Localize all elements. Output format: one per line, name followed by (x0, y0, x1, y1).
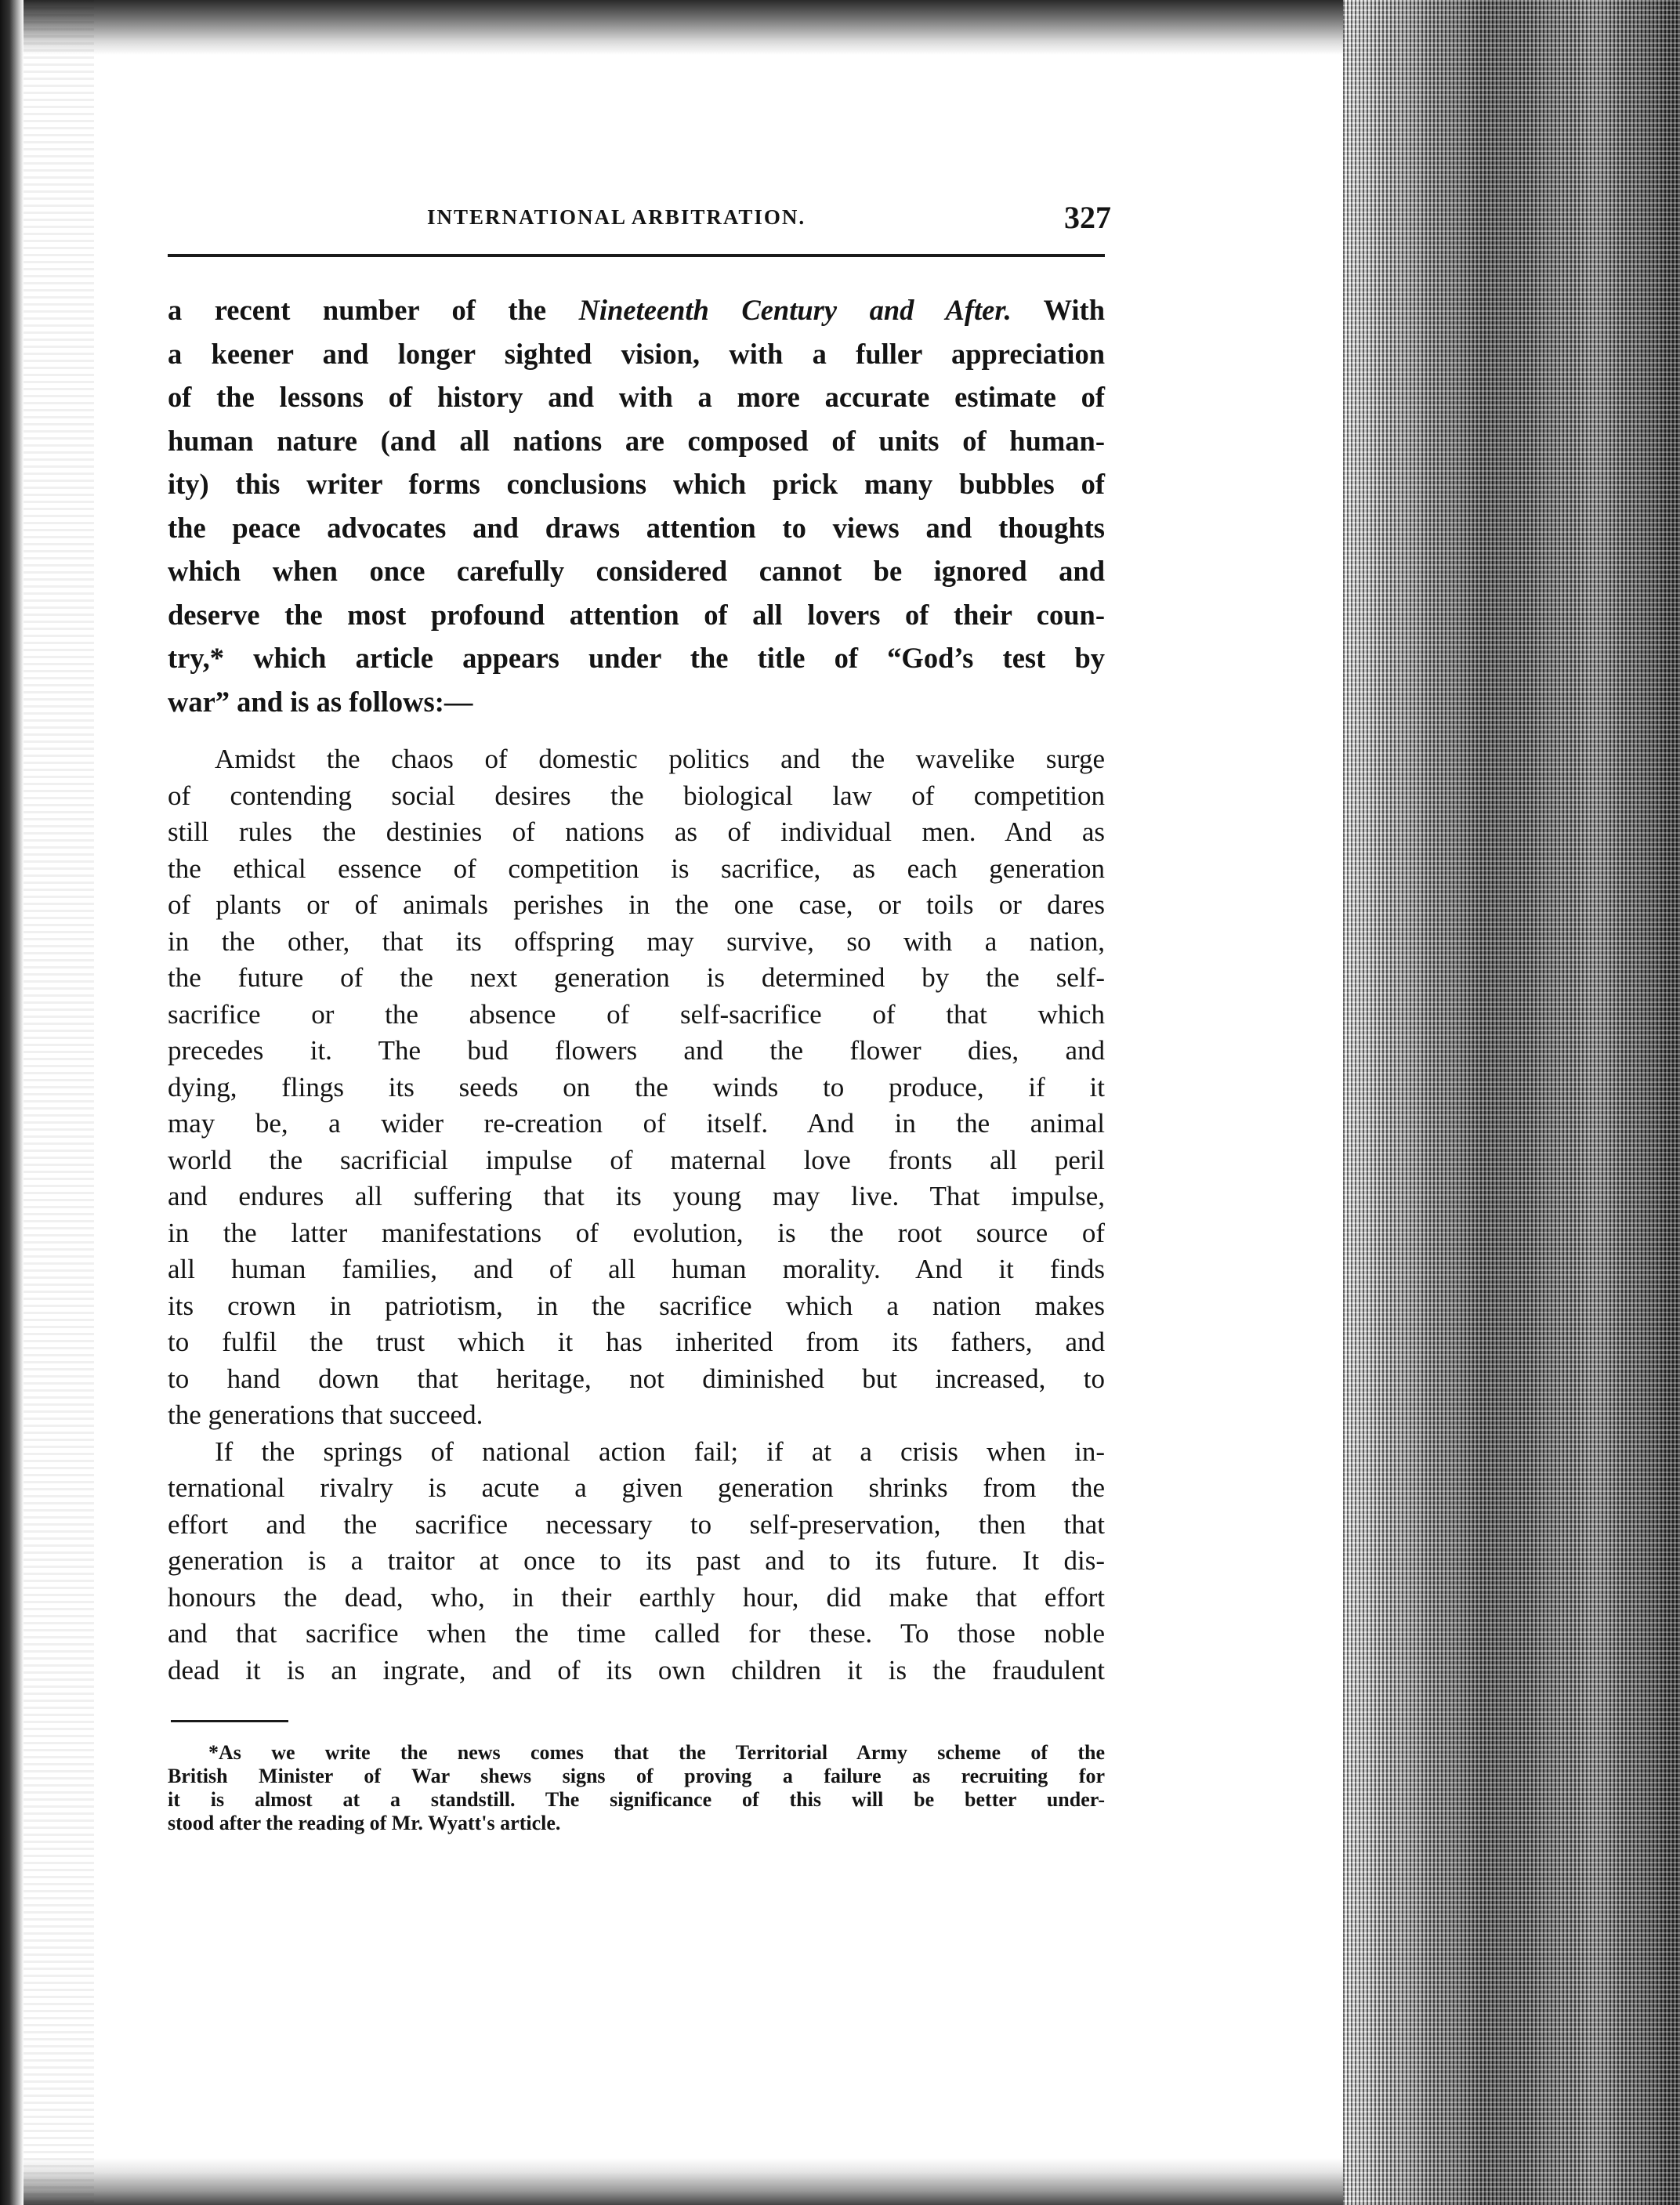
quote-line: ternational rivalry is acute a given generation shrinks from the (168, 1472, 1105, 1503)
intro-line: human nature (and all nations are composed of units of human- (168, 424, 1105, 457)
intro-line: a keener and longer sighted vision, with a fuller appreciation (168, 337, 1105, 370)
intro-line: war” and is as follows:— (168, 685, 473, 718)
footnote-line: British Minister of War shews signs of proving a failure as recruiting for (168, 1765, 1105, 1787)
footnote (168, 1741, 1105, 1835)
quote-line: its crown in patriotism, in the sacrifice which a nation makes (168, 1290, 1105, 1321)
intro-line: the peace advocates and draws attention to views and thoughts (168, 511, 1105, 544)
quote-line: the future of the next generation is determined by the self- (168, 962, 1105, 993)
quoted-article (168, 741, 1105, 1689)
intro-line: deserve the most profound attention of all lovers of their coun- (168, 598, 1105, 631)
book-fore-edge-texture (1343, 0, 1680, 2205)
quote-line: generation is a traitor at once to its past and to its future. It dis- (168, 1545, 1105, 1576)
footnote-line: *As we write the news comes that the Territorial Army scheme of the (208, 1741, 1105, 1764)
quote-line: may be, a wider re-creation of itself. And in the animal (168, 1108, 1105, 1139)
book-page (165, 196, 1111, 1834)
intro-line: ity) this writer forms conclusions which prick many bubbles of (168, 468, 1105, 500)
intro-line: try,* which article appears under the title of “God’s test by (168, 642, 1105, 674)
quote-line: precedes it. The bud flowers and the flower dies, and (168, 1035, 1105, 1066)
quote-line: to hand down that heritage, not diminished but increased, to (168, 1363, 1105, 1394)
scan-border-bottom (0, 2158, 1371, 2205)
quote-line: If the springs of national action fail; if at a crisis when in- (215, 1436, 1105, 1467)
intro-line: a recent number of the Nineteenth Century and After. With (168, 294, 1106, 326)
quote-line: world the sacrificial impulse of maternal love fronts all peril (168, 1144, 1105, 1175)
quote-line: of plants or of animals perishes in the one case, or toils or dares (168, 889, 1105, 920)
quote-line: dead it is an ingrate, and of its own children it is the fraudulent (168, 1654, 1105, 1685)
intro-line: of the lessons of history and with a more accurate estimate of (168, 381, 1105, 413)
page-number: 327 (1064, 200, 1111, 235)
footnote-rule (171, 1720, 288, 1722)
publication-title: Nineteenth Century and After. (578, 294, 1012, 326)
quote-line: and endures all suffering that its young may live. That impulse, (168, 1181, 1105, 1211)
quote-line: sacrifice or the absence of self-sacrifice of that which (168, 998, 1105, 1030)
quote-line: Amidst the chaos of domestic politics and the wavelike surge (215, 744, 1105, 774)
running-head-title: INTERNATIONAL ARBITRATION. (427, 205, 806, 229)
quote-line: of contending social desires the biological law of competition (168, 780, 1105, 811)
quote-line: in the other, that its offspring may survive, so with a nation, (168, 925, 1105, 957)
quote-line: dying, flings its seeds on the winds to produce, if it (168, 1071, 1105, 1102)
quote-line: the ethical essence of competition is sacrifice, as each generation (168, 853, 1105, 884)
footnote-line: it is almost at a standstill. The significance of this will be better under- (168, 1788, 1105, 1811)
header-rule (168, 254, 1105, 257)
quote-line: and that sacrifice when the time called for these. To those noble (168, 1618, 1105, 1649)
quote-line: all human families, and of all human morality. And it finds (168, 1254, 1105, 1284)
quote-line: the generations that succeed. (168, 1399, 483, 1430)
quote-line: in the latter manifestations of evolution, is the root source of (168, 1217, 1105, 1248)
scan-border-left-fade (24, 0, 94, 2205)
quote-line: still rules the destinies of nations as of individual men. And as (168, 816, 1105, 847)
quote-line: honours the dead, who, in their earthly hour, did make that effort (168, 1581, 1105, 1613)
quote-line: effort and the sacrifice necessary to self-preservation, then that (168, 1508, 1105, 1540)
intro-line: which when once carefully considered cannot be ignored and (168, 555, 1105, 587)
scan-border-left (0, 0, 24, 2205)
running-head (165, 196, 1111, 246)
quote-line: to fulfil the trust which it has inherited from its fathers, and (168, 1327, 1105, 1357)
intro-paragraph (168, 288, 1105, 723)
footnote-line: stood after the reading of Mr. Wyatt's article. (168, 1812, 561, 1834)
scan-border-top (0, 0, 1371, 55)
